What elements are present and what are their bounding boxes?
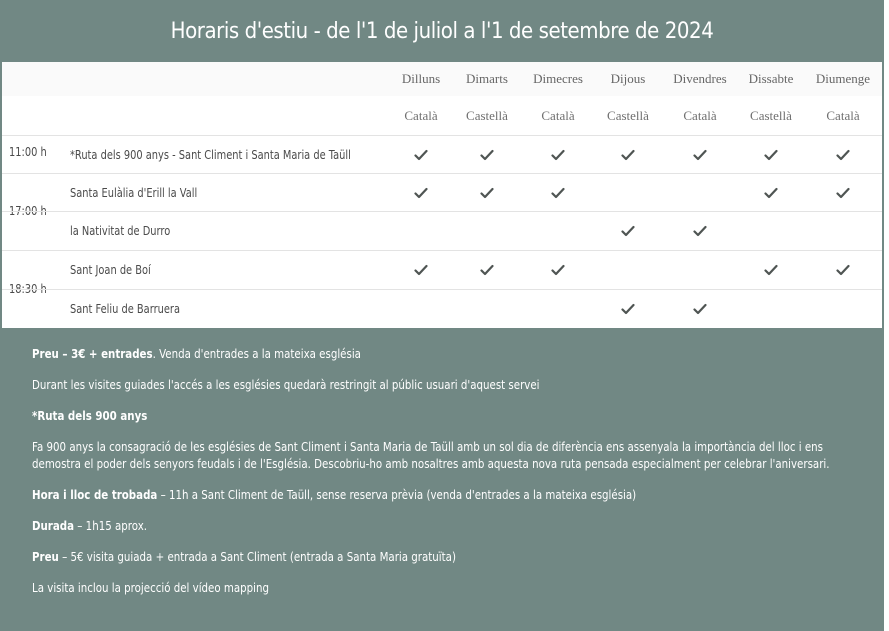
meeting-detail: – 11h a Sant Climent de Taüll, sense reserva prèvia (venda d'entrades a la mateixa església) (157, 487, 637, 502)
check-icon (685, 136, 715, 174)
check-icon (828, 136, 858, 174)
check-icon (685, 290, 715, 328)
day-header-0: Dilluns (401, 71, 441, 86)
days-header-row (2, 62, 882, 96)
day-header-5: Dissabte (748, 71, 794, 86)
language-header-6: Català (826, 108, 860, 123)
check-icon (613, 212, 643, 250)
route-description-line-2: demostra el poder dels senyors feudals i de l'Església. Descobriu-ho amb nosaltres amb aquesta nova ruta pensada especialment per celebrar l'aniversari. (32, 456, 830, 471)
check-icon (543, 174, 573, 212)
check-icon (613, 290, 643, 328)
check-icon (685, 212, 715, 250)
church-name: *Ruta dels 900 anys - Sant Climent i Santa Maria de Taüll (70, 148, 351, 162)
day-header-3: Dijous (610, 71, 646, 86)
church-name: la Nativitat de Durro (70, 224, 171, 238)
check-icon (472, 174, 502, 212)
time-label-1830: 18:30 h (9, 282, 47, 296)
check-icon (472, 136, 502, 174)
table-row (2, 289, 882, 328)
time-label-1100: 11:00 h (9, 145, 47, 159)
route-price-line (32, 548, 862, 565)
info-section (32, 345, 862, 596)
check-icon (828, 174, 858, 212)
page-title: Horaris d'estiu - de l'1 de juliol a l'1 de setembre de 2024 (170, 18, 714, 44)
language-header-1: Castellà (466, 108, 508, 123)
restriction-note: Durant les visites guiades l'accés a les esglésies quedarà restringit al públic usuari d'aquest servei (32, 377, 540, 392)
table-row (2, 173, 882, 212)
language-header-5: Castellà (750, 108, 792, 123)
check-icon (543, 136, 573, 174)
church-name: Sant Feliu de Barruera (70, 302, 181, 316)
route-heading-text: *Ruta dels 900 anys (32, 408, 148, 423)
check-icon (406, 136, 436, 174)
check-icon (472, 251, 502, 289)
languages-header-row (2, 97, 882, 135)
duration-line (32, 517, 862, 534)
price-line (32, 345, 862, 362)
check-icon (756, 174, 786, 212)
check-icon (828, 251, 858, 289)
language-header-0: Català (404, 108, 438, 123)
day-header-6: Diumenge (815, 71, 871, 86)
duration-detail: – 1h15 aprox. (74, 518, 148, 533)
route-price-label: Preu (32, 549, 59, 564)
duration-label: Durada (32, 518, 75, 533)
table-row (2, 135, 882, 174)
check-icon (406, 251, 436, 289)
schedule-table (2, 62, 882, 328)
check-icon (406, 174, 436, 212)
route-description-line-1: Fa 900 anys la consagració de les esglésies de Sant Climent i Santa Maria de Taüll amb un sol dia de diferència ens assenyala la importància del lloc i ens (32, 439, 824, 454)
meeting-line (32, 486, 862, 503)
language-header-4: Català (683, 108, 717, 123)
check-icon (613, 136, 643, 174)
price-detail: . Venda d'entrades a la mateixa església (152, 346, 361, 361)
route-heading (32, 407, 862, 424)
price-label: Preu – 3€ + entrades (32, 346, 153, 361)
language-header-2: Català (541, 108, 575, 123)
route-price-detail: – 5€ visita guiada + entrada a Sant Climent (entrada a Santa Maria gratuïta) (58, 549, 456, 564)
check-icon (756, 251, 786, 289)
check-icon (543, 251, 573, 289)
mapping-note: La visita inclou la projecció del vídeo mapping (32, 580, 270, 595)
language-header-3: Castellà (607, 108, 649, 123)
day-header-2: Dimecres (533, 71, 583, 86)
day-header-4: Divendres (673, 71, 727, 86)
check-icon (756, 136, 786, 174)
church-name: Santa Eulàlia d'Erill la Vall (70, 186, 198, 200)
time-label-1700: 17:00 h (9, 204, 47, 218)
table-row (2, 211, 882, 250)
table-row (2, 250, 882, 289)
meeting-label: Hora i lloc de trobada (32, 487, 158, 502)
day-header-1: Dimarts (466, 71, 508, 86)
church-name: Sant Joan de Boí (70, 263, 151, 277)
